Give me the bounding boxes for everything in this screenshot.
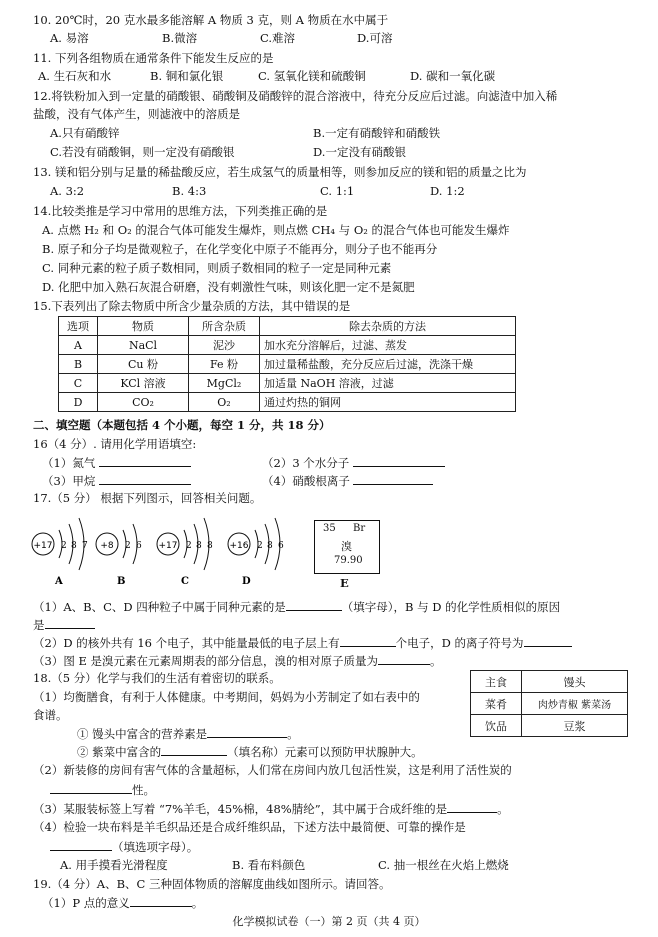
q16-item-4: （4）硝酸根离子 <box>262 473 433 488</box>
menu-table <box>470 670 628 737</box>
shell-label: 2 <box>61 541 67 551</box>
table-header: 选项 <box>59 317 98 336</box>
table-header-row <box>59 317 516 336</box>
q18-part4: （4）检验一块布料是羊毛织品还是合成纤维织品，下述方法中最简便、可靠的操作是 <box>33 820 466 834</box>
answer-blank[interactable] <box>161 744 227 756</box>
table-header: 物质 <box>98 317 189 336</box>
shell-label: 2 <box>125 541 131 551</box>
q11-option-d: D. 碳和一氧化碳 <box>410 69 496 83</box>
atom-diagram-b <box>96 524 142 587</box>
q12-stem-line2: 盐酸，没有气体产生，则滤液中的溶质是 <box>33 107 240 121</box>
q18-sub1: ① 馒头中富含的营养素是 。 <box>77 727 299 741</box>
table-cell: 饮品 <box>471 715 522 737</box>
table-cell: 馒头 <box>522 671 628 693</box>
q13-option-d: D. 1:2 <box>430 184 465 198</box>
q12-option-b: B.一定有硝酸锌和硝酸铁 <box>313 126 441 140</box>
table-row <box>471 715 628 737</box>
q18-part2-cont: 性。 <box>50 782 155 797</box>
q13-stem: 13. 镁和铝分别与足量的稀盐酸反应，若生成氢气的质量相等，则参加反应的镁和铝的质量之比为 <box>33 165 527 179</box>
answer-blank[interactable] <box>447 801 497 813</box>
q14-option-c: C. 同种元素的粒子质子数相同，则质子数相同的粒子一定是同种元素 <box>42 261 392 275</box>
q18-part2: （2）新装修的房间有害气体的含量超标，人们常在房间内放几包活性炭，这是利用了活性炭的 <box>33 763 512 777</box>
q14-option-a: A. 点燃 H₂ 和 O₂ 的混合气体可能发生爆炸，则点燃 CH₄ 与 O₂ 的混合气体也可能发生爆炸 <box>42 223 510 237</box>
q11-stem: 11. 下列各组物质在通常条件下能发生反应的是 <box>33 51 274 65</box>
q10-option-d: D.可溶 <box>357 31 393 45</box>
table-row <box>471 693 628 715</box>
table-cell: 豆浆 <box>522 715 628 737</box>
atom-label: C <box>181 576 189 587</box>
element-card <box>314 520 380 574</box>
table-cell: O₂ <box>189 393 260 412</box>
table-cell: 主食 <box>471 671 522 693</box>
q18-part4-cont: （填选项字母）。 <box>50 839 198 854</box>
table-header: 除去杂质的方法 <box>260 317 516 336</box>
table-row <box>471 671 628 693</box>
table-cell: NaCl <box>98 336 189 355</box>
table-cell: Cu 粉 <box>98 355 189 374</box>
q19-part1: （1）P 点的意义 。 <box>42 896 204 910</box>
q17-part2: （2）D 的核外共有 16 个电子，其中能量最低的电子层上有 个电子，D 的离子符号为 <box>33 635 572 650</box>
table-cell: A <box>59 336 98 355</box>
section-heading: 二、填空题（本题包括 4 个小题，每空 1 分，共 18 分） <box>33 418 331 432</box>
q13-option-c: C. 1:1 <box>320 184 355 198</box>
shell-label: 2 <box>186 541 192 551</box>
q10-option-b: B.微溶 <box>162 31 198 45</box>
q12-stem-line1: 12.将铁粉加入到一定量的硝酸银、硝酸铜及硝酸锌的混合溶液中，待充分反应后过滤。向滤渣中加入稀 <box>33 89 558 103</box>
answer-blank[interactable] <box>50 782 132 794</box>
table-cell: 加过量稀盐酸，充分反应后过滤，洗涤干燥 <box>260 355 516 374</box>
q18-stem: 18.（5 分）化学与我们的生活有着密切的联系。 <box>33 671 281 685</box>
atom-label: A <box>55 576 63 587</box>
answer-blank[interactable] <box>353 455 445 467</box>
table-cell: 菜肴 <box>471 693 522 715</box>
atom-diagram-a <box>32 518 88 587</box>
nucleus-label: +17 <box>158 541 178 551</box>
atomic-mass: 79.90 <box>334 555 363 566</box>
q16-item-2: （2）3 个水分子 <box>262 455 445 470</box>
q11-option-a: A. 生石灰和水 <box>38 69 112 83</box>
q16-item-1: （1）氮气 <box>42 455 191 470</box>
q13-option-a: A. 3:2 <box>50 184 85 198</box>
shell-label: 6 <box>278 541 284 551</box>
answer-blank[interactable] <box>50 839 112 851</box>
q17-part1: （1）A、B、C、D 四种粒子中属于同种元素的是 （填字母），B 与 D 的化学性质相似的原因 <box>33 600 561 614</box>
element-card-label: E <box>340 576 349 590</box>
table-cell: 加适量 NaOH 溶液，过滤 <box>260 374 516 393</box>
q13-option-b: B. 4:3 <box>172 184 207 198</box>
q14-option-d: D. 化肥中加入熟石灰混合研磨，没有刺激性气味，则该化肥一定不是氮肥 <box>42 280 415 294</box>
table-cell: 泥沙 <box>189 336 260 355</box>
answer-blank[interactable] <box>378 653 430 665</box>
table-header: 所含杂质 <box>189 317 260 336</box>
q15-table <box>58 316 516 412</box>
q12-option-a: A.只有硝酸锌 <box>50 126 120 140</box>
q12-option-c: C.若没有硝酸铜，则一定没有硝酸银 <box>50 145 235 159</box>
q17-stem: 17.（5 分） 根据下列图示，回答相关问题。 <box>33 491 262 505</box>
answer-blank[interactable] <box>286 599 342 611</box>
atom-diagram-c <box>157 518 213 587</box>
q11-option-b: B. 铜和氯化银 <box>150 69 224 83</box>
table-row <box>59 355 516 374</box>
answer-blank[interactable] <box>99 473 191 485</box>
q11-option-c: C. 氢氧化镁和硫酸铜 <box>258 69 366 83</box>
shell-label: 8 <box>71 541 77 551</box>
nucleus-label: +8 <box>100 541 114 551</box>
atom-diagrams <box>28 508 308 588</box>
q15-stem: 15.下表列出了除去物质中所含少量杂质的方法，其中错误的是 <box>33 299 351 313</box>
q12-option-d: D.一定没有硝酸银 <box>313 145 406 159</box>
q14-option-b: B. 原子和分子均是微观粒子，在化学变化中原子不能再分，则分子也不能再分 <box>42 242 438 256</box>
answer-blank[interactable] <box>130 895 192 907</box>
answer-blank[interactable] <box>340 635 396 647</box>
table-cell: C <box>59 374 98 393</box>
table-cell: CO₂ <box>98 393 189 412</box>
table-cell: MgCl₂ <box>189 374 260 393</box>
element-name: 溴 <box>341 540 352 553</box>
shell-label: 8 <box>207 541 213 551</box>
q18-sub2: ② 紫菜中富含的 （填名称）元素可以预防甲状腺肿大。 <box>77 745 423 759</box>
answer-blank[interactable] <box>99 455 191 467</box>
table-cell: 肉炒青椒 紫菜汤 <box>522 693 628 715</box>
table-cell: Fe 粉 <box>189 355 260 374</box>
q18-part1: （1）均衡膳食，有利于人体健康。中考期间，妈妈为小芳制定了如右表中的 <box>33 690 420 704</box>
q18-part3: （3）某服装标签上写着 “7%羊毛，45%棉，48%腈纶”，其中属于合成纤维的是 。 <box>33 802 509 816</box>
table-row <box>59 374 516 393</box>
shell-label: 7 <box>82 541 88 551</box>
answer-blank[interactable] <box>45 617 95 629</box>
answer-blank[interactable] <box>524 635 572 647</box>
q18-option-c: C. 抽一根丝在火焰上燃烧 <box>378 858 509 872</box>
table-cell: B <box>59 355 98 374</box>
shell-label: 6 <box>136 541 142 551</box>
page-footer: 化学模拟试卷（一）第 2 页（共 4 页） <box>232 915 426 928</box>
table-cell: 加水充分溶解后，过滤、蒸发 <box>260 336 516 355</box>
nucleus-label: +16 <box>229 541 249 551</box>
q18-option-b: B. 看布料颜色 <box>232 858 306 872</box>
answer-blank[interactable] <box>353 473 433 485</box>
table-cell: KCl 溶液 <box>98 374 189 393</box>
shell-label: 8 <box>196 541 202 551</box>
q16-stem: 16（4 分）. 请用化学用语填空: <box>33 437 197 451</box>
q10-stem: 10. 20℃时，20 克水最多能溶解 A 物质 3 克，则 A 物质在水中属于 <box>33 13 389 27</box>
shell-label: 2 <box>257 541 263 551</box>
table-row <box>59 393 516 412</box>
answer-blank[interactable] <box>207 726 287 738</box>
q19-stem: 19.（4 分）A、B、C 三种固体物质的溶解度曲线如图所示。请回答。 <box>33 877 391 891</box>
q17-part3: （3）图 E 是溴元素在元素周期表的部分信息，溴的相对原子质量为 。 <box>33 654 442 668</box>
atom-diagram-d <box>228 518 284 587</box>
q17-part1-cont: 是 <box>33 617 95 632</box>
table-cell: 通过灼热的铜网 <box>260 393 516 412</box>
q10-option-c: C.难溶 <box>260 31 296 45</box>
q18-part1-cont: 食谱。 <box>33 708 68 722</box>
q16-item-3: （3）甲烷 <box>42 473 191 488</box>
atom-label: B <box>117 576 126 587</box>
q14-stem: 14.比较类推是学习中常用的思维方法，下列类推正确的是 <box>33 204 328 218</box>
q18-option-a: A. 用手摸看光滑程度 <box>60 858 168 872</box>
table-cell: D <box>59 393 98 412</box>
element-symbol: Br <box>353 523 366 534</box>
atomic-number: 35 <box>323 523 336 534</box>
atom-label: D <box>242 576 251 587</box>
q10-option-a: A. 易溶 <box>50 31 89 45</box>
table-row <box>59 336 516 355</box>
shell-label: 8 <box>267 541 273 551</box>
nucleus-label: +17 <box>33 541 53 551</box>
